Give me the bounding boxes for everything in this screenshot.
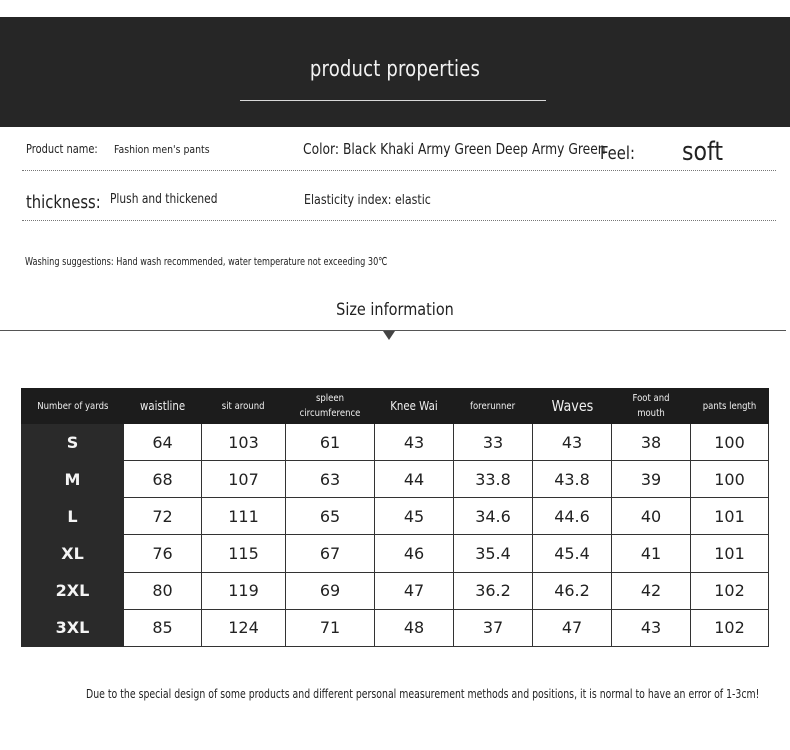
column-header: pants length bbox=[691, 389, 769, 424]
size-label-cell: XL bbox=[22, 535, 124, 572]
table-cell: 41 bbox=[612, 535, 691, 572]
table-row bbox=[22, 424, 769, 461]
table-cell: 111 bbox=[202, 498, 286, 535]
table-cell: 124 bbox=[202, 609, 286, 646]
table-cell: 37 bbox=[454, 609, 533, 646]
row-divider bbox=[22, 170, 776, 171]
elasticity-info: Elasticity index: elastic bbox=[304, 193, 431, 208]
table-cell: 43 bbox=[612, 609, 691, 646]
table-cell: 35.4 bbox=[454, 535, 533, 572]
table-cell: 46 bbox=[375, 535, 454, 572]
table-cell: 36.2 bbox=[454, 572, 533, 609]
measurement-disclaimer: Due to the special design of some products and different personal measurement methods and positions, it is normal to have an error of 1-3cm! bbox=[86, 687, 760, 701]
table-cell: 39 bbox=[612, 461, 691, 498]
table-cell: 44.6 bbox=[533, 498, 612, 535]
table-cell: 34.6 bbox=[454, 498, 533, 535]
table-cell: 71 bbox=[286, 609, 375, 646]
table-cell: 103 bbox=[202, 424, 286, 461]
table-cell: 46.2 bbox=[533, 572, 612, 609]
size-table bbox=[21, 388, 769, 647]
table-row bbox=[22, 609, 769, 646]
column-header: forerunner bbox=[454, 389, 533, 424]
thickness-value: Plush and thickened bbox=[110, 192, 218, 207]
size-table-header bbox=[22, 389, 769, 424]
table-cell: 101 bbox=[691, 535, 769, 572]
table-row bbox=[22, 461, 769, 498]
table-row bbox=[22, 572, 769, 609]
table-cell: 47 bbox=[375, 572, 454, 609]
feel-value: soft bbox=[682, 137, 724, 167]
table-cell: 69 bbox=[286, 572, 375, 609]
column-header: waistline bbox=[124, 389, 202, 424]
table-cell: 45 bbox=[375, 498, 454, 535]
table-cell: 40 bbox=[612, 498, 691, 535]
column-header: Foot and mouth bbox=[612, 389, 691, 424]
column-header: Waves bbox=[533, 389, 612, 424]
color-info: Color: Black Khaki Army Green Deep Army Green bbox=[303, 140, 606, 158]
table-cell: 47 bbox=[533, 609, 612, 646]
column-header: Knee Wai bbox=[375, 389, 454, 424]
banner-title: product properties bbox=[309, 57, 481, 82]
table-cell: 107 bbox=[202, 461, 286, 498]
table-cell: 119 bbox=[202, 572, 286, 609]
table-cell: 43 bbox=[533, 424, 612, 461]
table-cell: 48 bbox=[375, 609, 454, 646]
table-cell: 102 bbox=[691, 572, 769, 609]
table-cell: 115 bbox=[202, 535, 286, 572]
feel-label: Feel: bbox=[600, 143, 635, 164]
table-cell: 80 bbox=[124, 572, 202, 609]
product-name-value: Fashion men's pants bbox=[114, 143, 210, 156]
table-cell: 42 bbox=[612, 572, 691, 609]
table-cell: 44 bbox=[375, 461, 454, 498]
size-label-cell: L bbox=[22, 498, 124, 535]
table-cell: 43 bbox=[375, 424, 454, 461]
size-label-cell: 2XL bbox=[22, 572, 124, 609]
column-header: sit around bbox=[202, 389, 286, 424]
table-row bbox=[22, 498, 769, 535]
table-cell: 68 bbox=[124, 461, 202, 498]
size-label-cell: S bbox=[22, 424, 124, 461]
table-cell: 63 bbox=[286, 461, 375, 498]
table-cell: 100 bbox=[691, 461, 769, 498]
table-cell: 65 bbox=[286, 498, 375, 535]
table-cell: 64 bbox=[124, 424, 202, 461]
row-divider bbox=[22, 220, 776, 221]
table-cell: 38 bbox=[612, 424, 691, 461]
table-cell: 85 bbox=[124, 609, 202, 646]
down-arrow-icon bbox=[383, 331, 395, 340]
size-label-cell: M bbox=[22, 461, 124, 498]
table-cell: 33 bbox=[454, 424, 533, 461]
table-row bbox=[22, 535, 769, 572]
table-cell: 76 bbox=[124, 535, 202, 572]
product-name-label: Product name: bbox=[26, 142, 98, 156]
size-section-title: Size information bbox=[336, 300, 454, 320]
size-label-cell: 3XL bbox=[22, 609, 124, 646]
properties-banner bbox=[0, 17, 790, 127]
table-cell: 43.8 bbox=[533, 461, 612, 498]
washing-suggestions: Washing suggestions: Hand wash recommended, water temperature not exceeding 30℃ bbox=[25, 255, 388, 268]
table-cell: 100 bbox=[691, 424, 769, 461]
table-cell: 67 bbox=[286, 535, 375, 572]
banner-underline bbox=[240, 100, 546, 101]
table-cell: 33.8 bbox=[454, 461, 533, 498]
table-cell: 61 bbox=[286, 424, 375, 461]
table-cell: 102 bbox=[691, 609, 769, 646]
thickness-label: thickness: bbox=[26, 192, 101, 213]
table-cell: 72 bbox=[124, 498, 202, 535]
table-cell: 101 bbox=[691, 498, 769, 535]
table-cell: 45.4 bbox=[533, 535, 612, 572]
column-header: Number of yards bbox=[22, 389, 124, 424]
column-header: spleen circumference bbox=[286, 389, 375, 424]
